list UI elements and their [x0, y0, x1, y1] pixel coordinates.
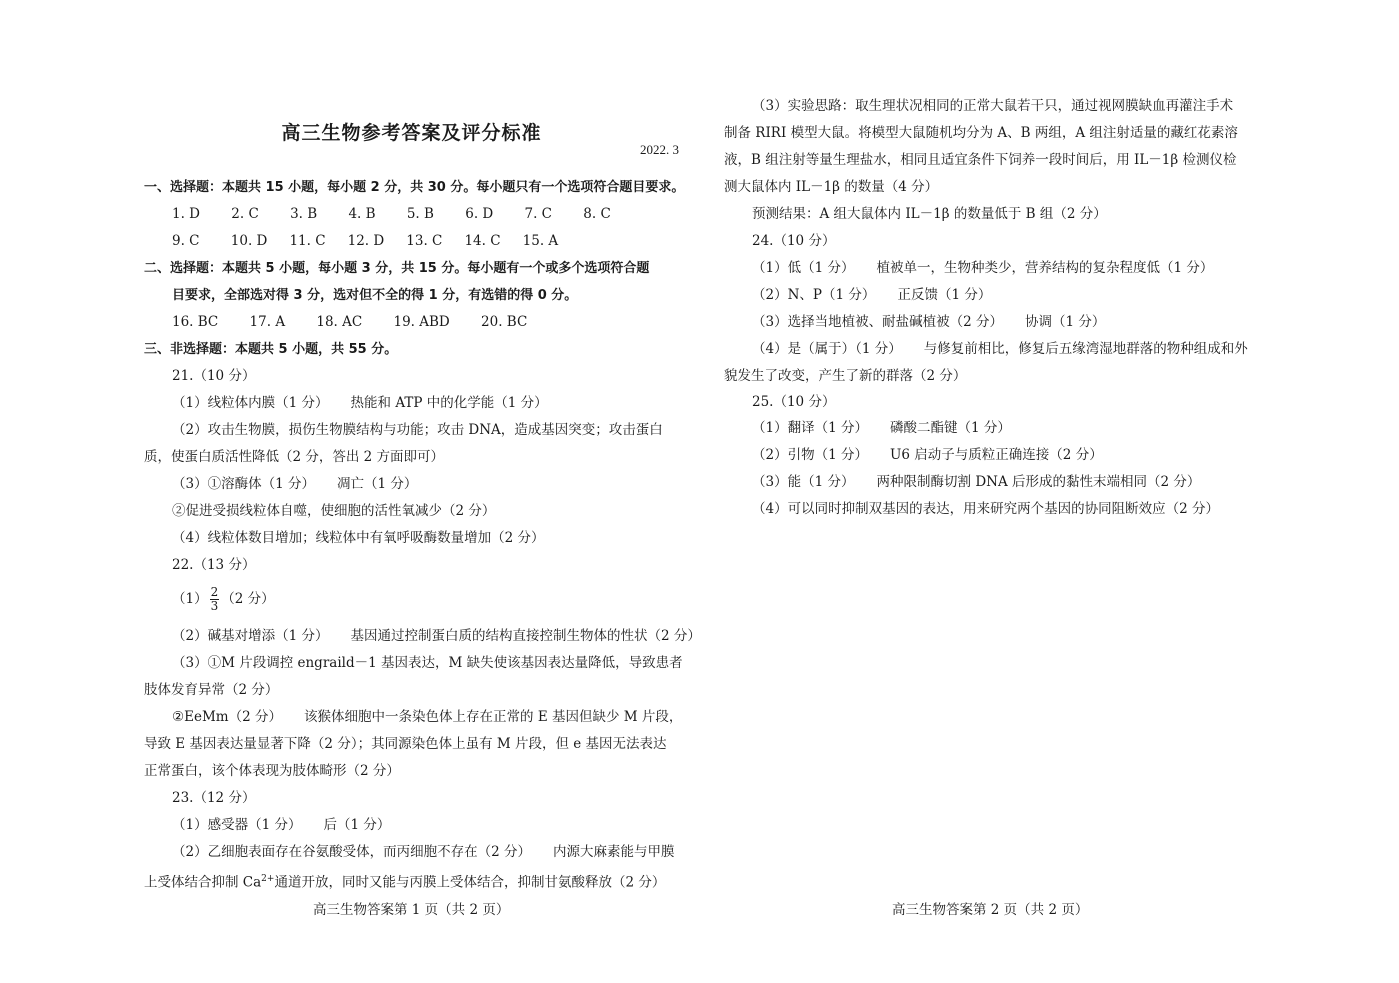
- q22-part-2: （2）碱基对增添（1 分） 基因通过控制蛋白质的结构直接控制生物体的性状（2 分）: [172, 628, 701, 644]
- q24-part-3: （3）选择当地植被、耐盐碱植被（2 分） 协调（1 分）: [752, 314, 1106, 330]
- q24-part-4: （4）是（属于）（1 分） 与修复前相比，修复后五缘湾湿地群落的物种组成和外: [752, 341, 1248, 357]
- document-title: 高三生物参考答案及评分标准: [281, 122, 542, 144]
- document-date: 2022. 3: [640, 142, 679, 157]
- question-21-heading: 21.（10 分）: [172, 368, 256, 384]
- q22-part-3-cont: 肢体发育异常（2 分）: [144, 682, 279, 698]
- q21-part-2: （2）攻击生物膜，损伤生物膜结构与功能；攻击 DNA，造成基因突变；攻击蛋白: [172, 422, 663, 438]
- q24-part-1: （1）低（1 分） 植被单一，生物种类少，营养结构的复杂程度低（1 分）: [752, 260, 1214, 276]
- q23-part-2-cont: [144, 870, 665, 892]
- q21-part-3: （3）①溶酶体（1 分） 凋亡（1 分）: [172, 476, 418, 492]
- page-2-footer: 高三生物答案第 2 页（共 2 页）: [892, 902, 1089, 918]
- q21-part-3-b: ②促进受损线粒体自噬，使细胞的活性氧减少（2 分）: [172, 503, 496, 519]
- q22-part-3-b: ②EeMm（2 分） 该猴体细胞中一条染色体上存在正常的 E 基因但缺少 M 片段，: [172, 709, 683, 725]
- q24-part-4-cont: 貌发生了改变，产生了新的群落（2 分）: [724, 368, 967, 384]
- page-1-footer: 高三生物答案第 1 页（共 2 页）: [313, 902, 510, 918]
- q25-part-1: （1）翻译（1 分） 磷酸二酯键（1 分）: [752, 420, 1011, 436]
- section-2-heading-cont: 目要求，全部选对得 3 分，选对但不全的得 1 分，有选错的得 0 分。: [172, 288, 578, 303]
- q23-part-3-result: 预测结果：A 组大鼠体内 IL－1β 的数量低于 B 组（2 分）: [752, 206, 1107, 222]
- section-1-heading: 一、选择题：本题共 15 小题，每小题 2 分，共 30 分。每小题只有一个选项符合题目要求。: [144, 180, 685, 195]
- q23-part-2-cont-pre: 上受体结合抑制 Ca: [144, 874, 262, 891]
- q22-part-3: （3）①M 片段调控 engraild－1 基因表达，M 缺失使该基因表达量降低，导致患者: [172, 655, 683, 671]
- question-24-heading: 24.（10 分）: [752, 233, 836, 249]
- q25-part-3: （3）能（1 分） 两种限制酶切割 DNA 后形成的黏性末端相同（2 分）: [752, 474, 1201, 490]
- section-3-heading: 三、非选择题：本题共 5 小题，共 55 分。: [144, 342, 398, 357]
- q23-part-3-cont1: 制备 RIRI 模型大鼠。将模型大鼠随机均分为 A、B 两组，A 组注射适量的藏红花素溶: [724, 125, 1238, 141]
- q23-part-3-cont2: 液，B 组注射等量生理盐水，相同且适宜条件下饲养一段时间后，用 IL－1β 检测仪检: [724, 152, 1237, 168]
- q21-part-2-cont: 质，使蛋白质活性降低（2 分，答出 2 方面即可）: [144, 449, 445, 465]
- fraction-two-thirds: [210, 586, 220, 613]
- q22-part-1-prefix: （1）: [172, 591, 208, 607]
- q25-part-4: （4）可以同时抑制双基因的表达，用来研究两个基因的协同阻断效应（2 分）: [752, 501, 1219, 517]
- question-23-heading: 23.（12 分）: [172, 790, 256, 806]
- fraction-numerator: 2: [210, 585, 219, 599]
- charge-superscript: 2+: [261, 874, 275, 884]
- q23-part-3: （3）实验思路：取生理状况相同的正常大鼠若干只，通过视网膜缺血再灌注手术: [752, 98, 1234, 114]
- q22-part-1-score: （2 分）: [221, 591, 275, 607]
- q21-part-4: （4）线粒体数目增加；线粒体中有氧呼吸酶数量增加（2 分）: [172, 530, 545, 546]
- q22-part-3-b-cont2: 正常蛋白，该个体表现为肢体畸形（2 分）: [144, 763, 400, 779]
- answers-row-2: 9. C 10. D 11. C 12. D 13. C 14. C 15. A: [172, 233, 559, 249]
- answers-row-1: 1. D 2. C 3. B 4. B 5. B 6. D 7. C 8. C: [172, 206, 611, 222]
- question-25-heading: 25.（10 分）: [752, 394, 836, 410]
- fraction-denominator: 3: [210, 599, 219, 613]
- q23-part-3-cont3: 测大鼠体内 IL－1β 的数量（4 分）: [724, 179, 939, 195]
- q23-part-2: （2）乙细胞表面存在谷氨酸受体，而丙细胞不存在（2 分） 内源大麻素能与甲膜: [172, 844, 675, 860]
- q24-part-2: （2）N、P（1 分） 正反馈（1 分）: [752, 287, 992, 303]
- q21-part-1: （1）线粒体内膜（1 分） 热能和 ATP 中的化学能（1 分）: [172, 395, 548, 411]
- question-22-heading: 22.（13 分）: [172, 557, 256, 573]
- q22-part-3-b-cont1: 导致 E 基因表达量显著下降（2 分）；其同源染色体上虽有 M 片段，但 e 基因无法表达: [144, 736, 667, 752]
- section-2-heading: 二、选择题：本题共 5 小题，每小题 3 分，共 15 分。每小题有一个或多个选项符合题: [144, 261, 650, 276]
- q23-part-1: （1）感受器（1 分） 后（1 分）: [172, 817, 391, 833]
- q23-part-2-cont-post: 通道开放，同时又能与丙膜上受体结合，抑制甘氨酸释放（2 分）: [274, 874, 666, 891]
- q22-part-1: [172, 583, 275, 615]
- q25-part-2: （2）引物（1 分） U6 启动子与质粒正确连接（2 分）: [752, 447, 1103, 463]
- answers-row-3: 16. BC 17. A 18. AC 19. ABD 20. BC: [172, 314, 528, 330]
